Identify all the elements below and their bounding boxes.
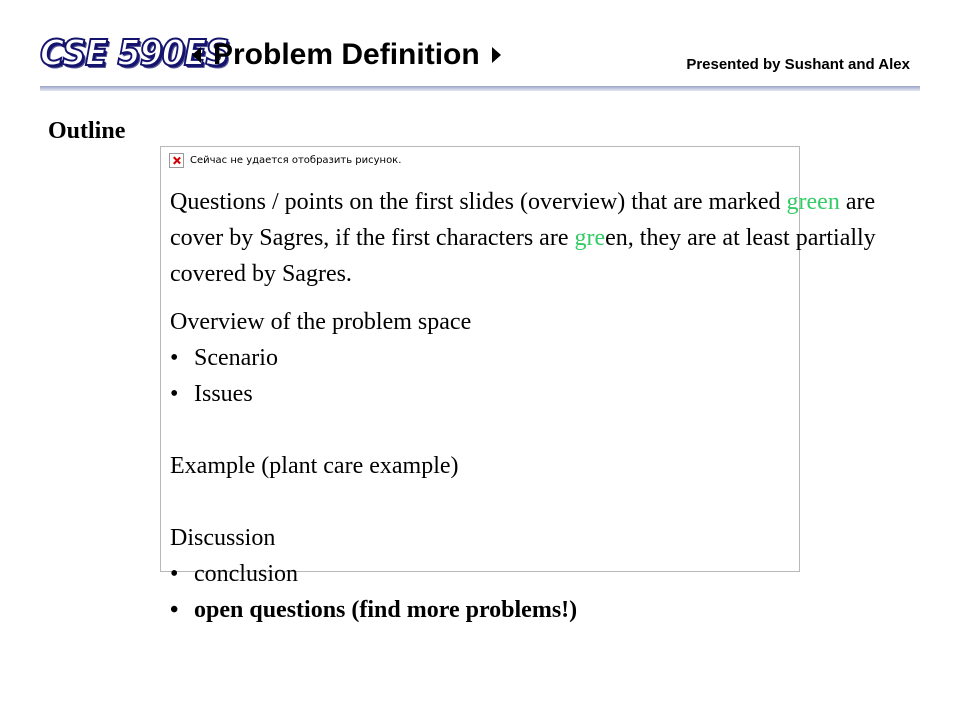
course-logo: CSE 590ES	[40, 33, 229, 74]
list-item: • open questions (find more problems!)	[170, 592, 890, 628]
broken-image-notice	[169, 153, 401, 168]
intro-word-rest: en	[605, 225, 628, 251]
broken-image-message: Сейчас не удается отобразить рисунок.	[190, 155, 402, 166]
presenter-credit: Presented by Sushant and Alex	[686, 56, 910, 73]
list-item-text: Issues	[194, 381, 253, 407]
example-heading: Example (plant care example)	[170, 453, 459, 479]
triangle-right-icon	[492, 47, 501, 63]
discussion-heading: Discussion	[170, 525, 276, 551]
slide-body	[170, 184, 890, 628]
slide-title-text: Problem Definition	[213, 38, 480, 71]
intro-paragraph	[170, 184, 890, 292]
intro-text-1: Questions / points on the first slides (overview) that are marked	[170, 189, 787, 215]
header-divider	[40, 86, 920, 91]
outline-heading: Outline	[48, 118, 126, 144]
list-item-text: conclusion	[194, 561, 298, 587]
overview-heading: Overview of the problem space	[170, 309, 472, 335]
list-item: • Scenario	[170, 340, 890, 376]
slide-title	[192, 40, 501, 70]
list-item-text: open questions (find more problems!)	[194, 597, 578, 623]
list-item: • Issues	[170, 376, 890, 412]
list-item-text: Scenario	[194, 345, 278, 371]
list-item: • conclusion	[170, 556, 890, 592]
intro-text-2: are cover by Sagres, if the first characters are	[170, 189, 876, 251]
green-prefix: gre	[574, 225, 606, 251]
intro-text-3: , they are at least partially covered by Sagres.	[170, 225, 876, 287]
green-word: green	[786, 189, 840, 215]
triangle-left-icon	[192, 47, 201, 63]
broken-image-icon	[169, 153, 184, 168]
